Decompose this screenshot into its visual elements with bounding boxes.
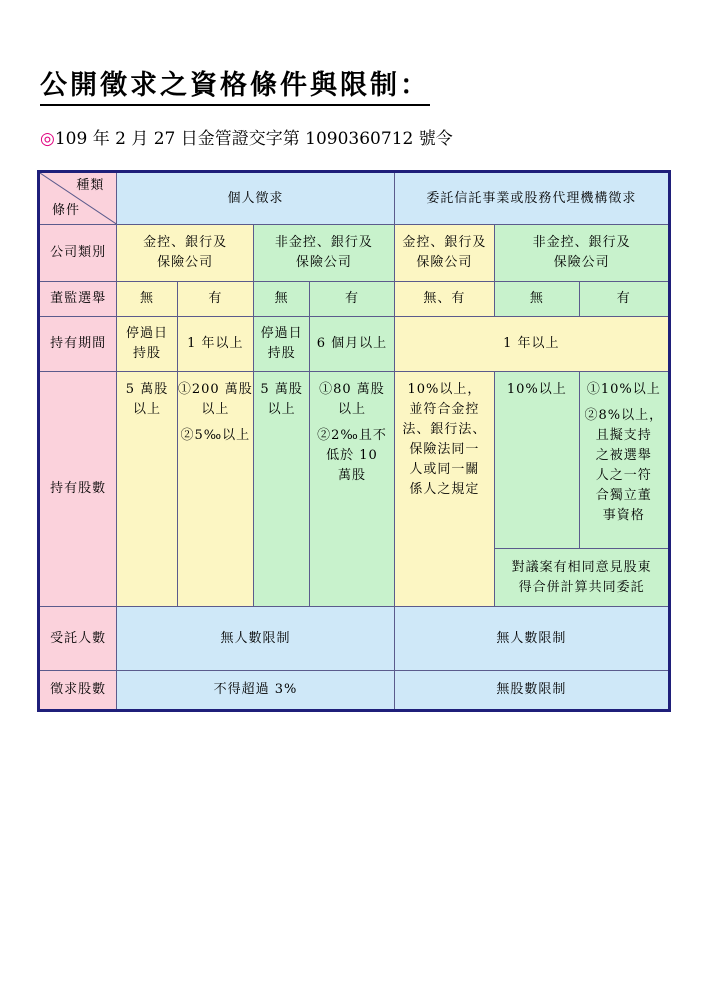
company-type-institution-financial: 金控、銀行及 保險公司 [394, 225, 494, 282]
row-label-company-type: 公司類別 [39, 225, 117, 282]
header-institution: 委託信託事業或股務代理機構徵求 [394, 172, 669, 225]
holding-period-cell: 停過日 持股 [254, 317, 310, 372]
director-election-cell: 無 [495, 282, 579, 317]
page-title: 公開徵求之資格條件與限制： [40, 70, 430, 106]
holding-period-institution: 1 年以上 [394, 317, 669, 372]
company-type-individual-non-financial: 非金控、銀行及 保險公司 [254, 225, 395, 282]
qualification-table [37, 170, 671, 712]
regulation-reference [40, 127, 453, 151]
corner-condition-label: 條件 [52, 203, 81, 218]
holding-period-cell: 6 個月以上 [310, 317, 394, 372]
company-type-institution-non-financial: 非金控、銀行及 保險公司 [495, 225, 670, 282]
regulation-text: 109 年 2 月 27 日金管證交字第 1090360712 號令 [54, 129, 453, 149]
holding-shares-cell: 5 萬股 以上 [117, 372, 177, 607]
holding-shares-cell: ①200 萬股 以上 ②5‰以上 [177, 372, 253, 607]
holding-shares-cell: 10%以上 [495, 372, 579, 549]
double-circle-icon: ◎ [40, 129, 55, 149]
holding-shares-joint-note: 對議案有相同意見股東 得合併計算共同委託 [495, 549, 670, 607]
director-election-cell: 無、有 [394, 282, 494, 317]
row-label-proxy-count: 受託人數 [39, 607, 117, 671]
row-label-holding-period: 持有期間 [39, 317, 117, 372]
holding-shares-cell: ①10%以上 ②8%以上， 且擬支持 之被選舉 人之一符 合獨立董 事資格 [579, 372, 669, 549]
director-election-cell: 有 [177, 282, 253, 317]
company-type-individual-financial: 金控、銀行及 保險公司 [117, 225, 254, 282]
holding-shares-cell: ①80 萬股 以上 ②2‰且不 低於 10 萬股 [310, 372, 394, 607]
row-label-holding-shares: 持有股數 [39, 372, 117, 607]
director-election-cell: 無 [254, 282, 310, 317]
holding-shares-cell: 5 萬股 以上 [254, 372, 310, 607]
corner-header [39, 172, 117, 225]
director-election-cell: 有 [579, 282, 669, 317]
row-label-director-election: 董監選舉 [39, 282, 117, 317]
solicit-shares-individual: 不得超過 3% [117, 671, 394, 711]
director-election-cell: 無 [117, 282, 177, 317]
solicit-shares-institution: 無股數限制 [394, 671, 669, 711]
holding-period-cell: 1 年以上 [177, 317, 253, 372]
row-label-solicit-shares: 徵求股數 [39, 671, 117, 711]
holding-period-cell: 停過日 持股 [117, 317, 177, 372]
holding-shares-cell: 10%以上， 並符合金控 法、銀行法、 保險法同一 人或同一關 係人之規定 [394, 372, 494, 607]
proxy-count-institution: 無人數限制 [394, 607, 669, 671]
director-election-cell: 有 [310, 282, 394, 317]
corner-type-label: 種類 [76, 178, 105, 193]
proxy-count-individual: 無人數限制 [117, 607, 394, 671]
header-individual: 個人徵求 [117, 172, 394, 225]
